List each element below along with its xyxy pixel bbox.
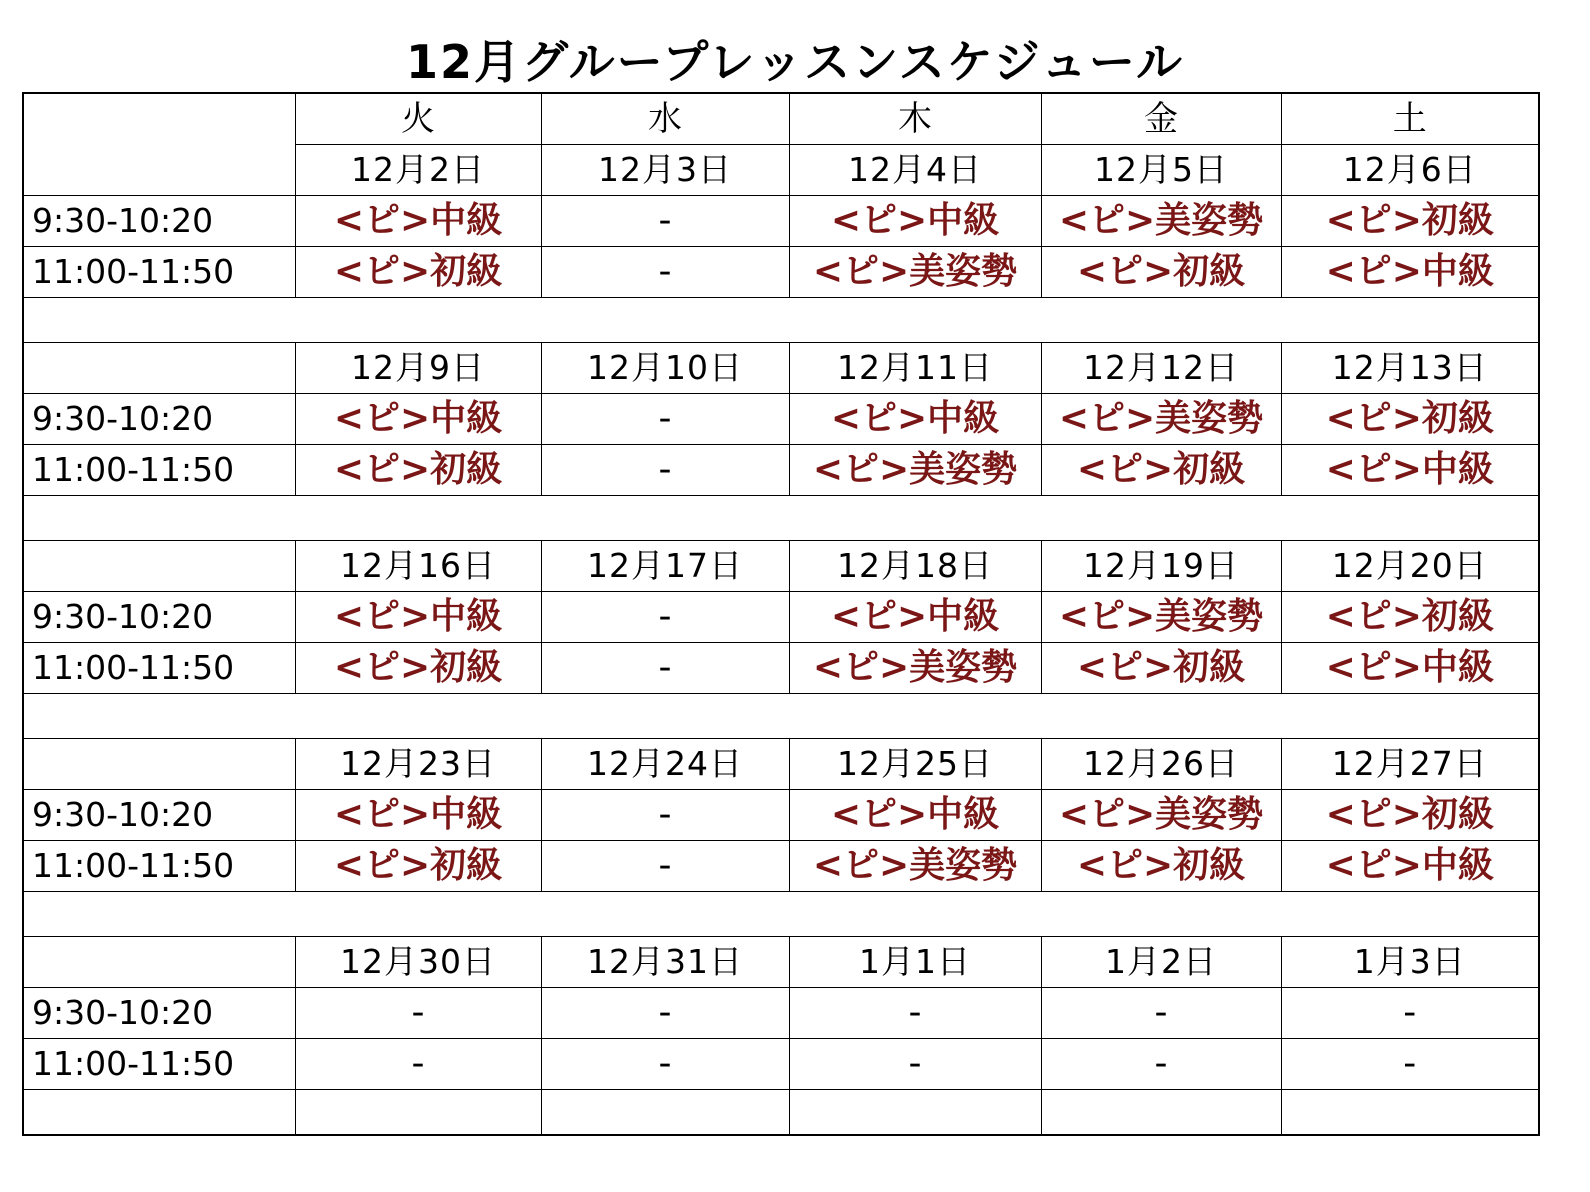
date-cell: 12月18日 — [789, 541, 1041, 592]
lesson-cell: <ピ>美姿勢 — [1041, 196, 1281, 247]
date-cell: 12月23日 — [295, 739, 541, 790]
no-lesson-cell: - — [541, 394, 789, 445]
weekday-cell: 水 — [541, 93, 789, 145]
date-cell: 12月13日 — [1281, 343, 1539, 394]
no-lesson-cell: - — [541, 592, 789, 643]
spacer-cell — [789, 1090, 1041, 1136]
week-spacer-row — [23, 694, 1539, 739]
time-slot-row — [23, 592, 1539, 643]
no-lesson-cell: - — [1281, 988, 1539, 1039]
lesson-cell: <ピ>中級 — [1281, 247, 1539, 298]
spacer-cell — [23, 694, 1539, 739]
no-lesson-cell: - — [295, 1039, 541, 1090]
lesson-cell: <ピ>初級 — [295, 643, 541, 694]
schedule-table — [22, 92, 1540, 1136]
date-cell: 12月25日 — [789, 739, 1041, 790]
page-title: 12月グループレッスンスケジュール — [406, 35, 1184, 89]
spacer-cell — [23, 892, 1539, 937]
date-cell: 12月3日 — [541, 145, 789, 196]
time-slot-row — [23, 445, 1539, 496]
date-row — [23, 739, 1539, 790]
date-row — [23, 343, 1539, 394]
lesson-cell: <ピ>美姿勢 — [1041, 790, 1281, 841]
date-cell: 12月27日 — [1281, 739, 1539, 790]
weekday-cell: 金 — [1041, 93, 1281, 145]
time-slot-cell: 11:00-11:50 — [23, 1039, 295, 1090]
date-cell: 12月6日 — [1281, 145, 1539, 196]
time-slot-cell: 11:00-11:50 — [23, 445, 295, 496]
lesson-cell: <ピ>中級 — [295, 790, 541, 841]
lesson-cell: <ピ>初級 — [295, 841, 541, 892]
lesson-cell: <ピ>美姿勢 — [789, 841, 1041, 892]
date-row-label-cell — [23, 739, 295, 790]
time-slot-row — [23, 394, 1539, 445]
lesson-cell: <ピ>初級 — [1281, 196, 1539, 247]
lesson-cell: <ピ>美姿勢 — [1041, 394, 1281, 445]
date-cell: 1月3日 — [1281, 937, 1539, 988]
lesson-cell: <ピ>初級 — [295, 247, 541, 298]
week-spacer-row — [23, 892, 1539, 937]
no-lesson-cell: - — [295, 988, 541, 1039]
lesson-cell: <ピ>中級 — [295, 196, 541, 247]
spacer-cell — [23, 1090, 295, 1136]
time-slot-row — [23, 988, 1539, 1039]
time-slot-row — [23, 1039, 1539, 1090]
lesson-cell: <ピ>美姿勢 — [789, 643, 1041, 694]
lesson-cell: <ピ>中級 — [1281, 643, 1539, 694]
lesson-cell: <ピ>初級 — [1041, 247, 1281, 298]
date-cell: 1月1日 — [789, 937, 1041, 988]
weekday-header-row — [23, 93, 1539, 145]
weekday-cell: 土 — [1281, 93, 1539, 145]
no-lesson-cell: - — [541, 841, 789, 892]
lesson-cell: <ピ>初級 — [1281, 592, 1539, 643]
date-cell: 12月31日 — [541, 937, 789, 988]
lesson-cell: <ピ>初級 — [1041, 643, 1281, 694]
time-slot-cell: 9:30-10:20 — [23, 592, 295, 643]
time-slot-cell: 9:30-10:20 — [23, 196, 295, 247]
time-slot-cell: 9:30-10:20 — [23, 790, 295, 841]
date-row — [23, 541, 1539, 592]
spacer-cell — [23, 298, 1539, 343]
no-lesson-cell: - — [541, 196, 789, 247]
lesson-cell: <ピ>中級 — [1281, 445, 1539, 496]
time-slot-row — [23, 790, 1539, 841]
date-cell: 12月2日 — [295, 145, 541, 196]
spacer-cell — [23, 496, 1539, 541]
spacer-cell — [295, 1090, 541, 1136]
date-row — [23, 937, 1539, 988]
date-cell: 12月4日 — [789, 145, 1041, 196]
lesson-cell: <ピ>中級 — [789, 196, 1041, 247]
lesson-cell: <ピ>美姿勢 — [789, 445, 1041, 496]
lesson-cell: <ピ>初級 — [295, 445, 541, 496]
time-slot-row — [23, 841, 1539, 892]
time-slot-cell: 11:00-11:50 — [23, 643, 295, 694]
date-cell: 12月26日 — [1041, 739, 1281, 790]
date-cell: 12月30日 — [295, 937, 541, 988]
no-lesson-cell: - — [1041, 1039, 1281, 1090]
week-spacer-row — [23, 298, 1539, 343]
spacer-cell — [541, 1090, 789, 1136]
no-lesson-cell: - — [789, 1039, 1041, 1090]
lesson-cell: <ピ>中級 — [295, 592, 541, 643]
spacer-cell — [1041, 1090, 1281, 1136]
date-cell: 12月24日 — [541, 739, 789, 790]
lesson-cell: <ピ>中級 — [295, 394, 541, 445]
time-slot-row — [23, 643, 1539, 694]
lesson-cell: <ピ>初級 — [1281, 790, 1539, 841]
week-spacer-row — [23, 1090, 1539, 1136]
time-slot-cell: 11:00-11:50 — [23, 841, 295, 892]
no-lesson-cell: - — [1041, 988, 1281, 1039]
no-lesson-cell: - — [1281, 1039, 1539, 1090]
date-row-label-cell — [23, 541, 295, 592]
time-slot-row — [23, 196, 1539, 247]
lesson-cell: <ピ>初級 — [1281, 394, 1539, 445]
lesson-cell: <ピ>中級 — [789, 394, 1041, 445]
no-lesson-cell: - — [541, 1039, 789, 1090]
lesson-cell: <ピ>初級 — [1041, 841, 1281, 892]
date-cell: 12月19日 — [1041, 541, 1281, 592]
lesson-cell: <ピ>美姿勢 — [1041, 592, 1281, 643]
lesson-cell: <ピ>美姿勢 — [789, 247, 1041, 298]
date-cell: 12月9日 — [295, 343, 541, 394]
header-corner-cell — [23, 93, 295, 196]
date-cell: 12月17日 — [541, 541, 789, 592]
weekday-cell: 木 — [789, 93, 1041, 145]
weekday-cell: 火 — [295, 93, 541, 145]
no-lesson-cell: - — [789, 988, 1041, 1039]
no-lesson-cell: - — [541, 247, 789, 298]
no-lesson-cell: - — [541, 643, 789, 694]
date-cell: 12月11日 — [789, 343, 1041, 394]
date-cell: 12月20日 — [1281, 541, 1539, 592]
week-spacer-row — [23, 496, 1539, 541]
time-slot-cell: 9:30-10:20 — [23, 988, 295, 1039]
no-lesson-cell: - — [541, 988, 789, 1039]
date-row-label-cell — [23, 343, 295, 394]
date-cell: 12月10日 — [541, 343, 789, 394]
time-slot-cell: 9:30-10:20 — [23, 394, 295, 445]
no-lesson-cell: - — [541, 790, 789, 841]
no-lesson-cell: - — [541, 445, 789, 496]
date-cell: 12月5日 — [1041, 145, 1281, 196]
time-slot-row — [23, 247, 1539, 298]
spacer-cell — [1281, 1090, 1539, 1136]
lesson-cell: <ピ>中級 — [789, 790, 1041, 841]
time-slot-cell: 11:00-11:50 — [23, 247, 295, 298]
lesson-cell: <ピ>中級 — [789, 592, 1041, 643]
date-cell: 12月12日 — [1041, 343, 1281, 394]
date-row-label-cell — [23, 937, 295, 988]
lesson-cell: <ピ>初級 — [1041, 445, 1281, 496]
lesson-cell: <ピ>中級 — [1281, 841, 1539, 892]
date-cell: 1月2日 — [1041, 937, 1281, 988]
date-cell: 12月16日 — [295, 541, 541, 592]
schedule-body — [23, 93, 1539, 1135]
